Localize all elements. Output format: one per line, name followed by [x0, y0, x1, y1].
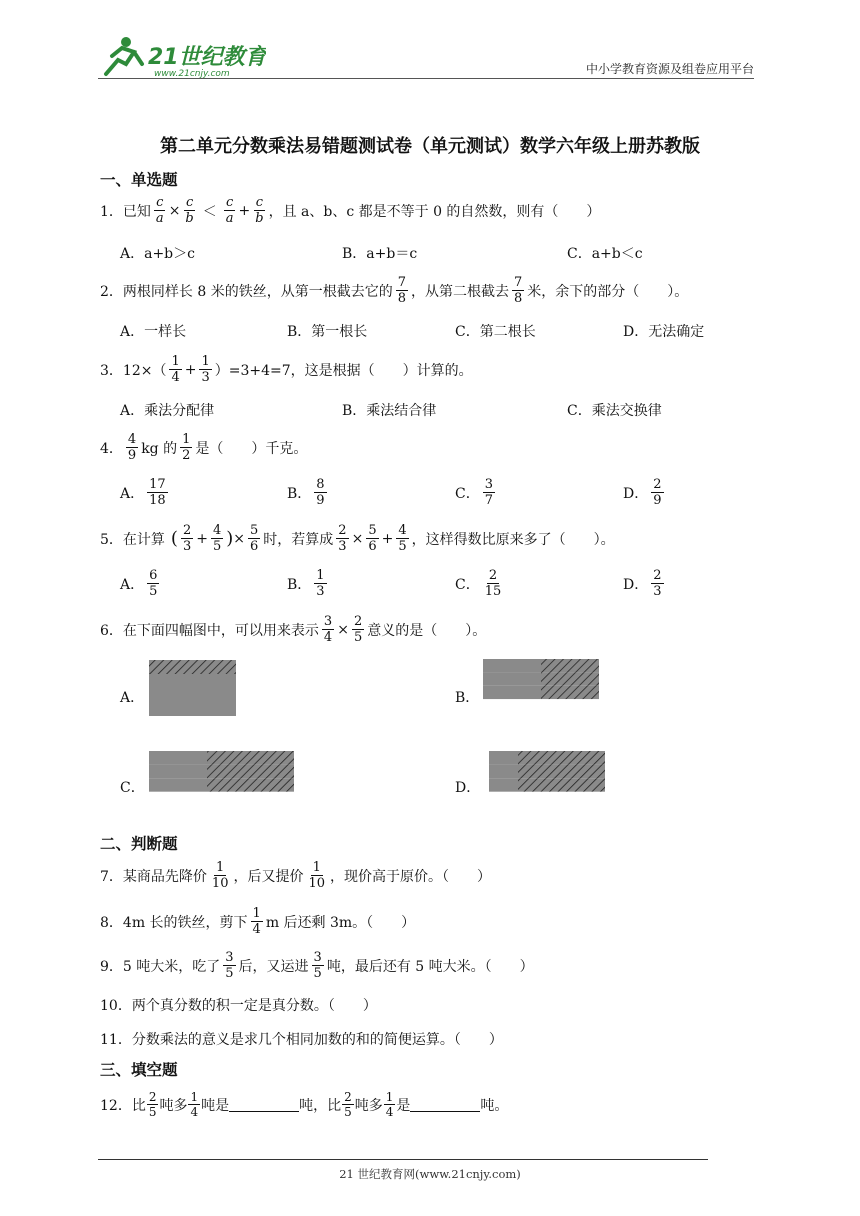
grid-cell — [207, 674, 236, 688]
fraction: $\frac{3}{4}$ — [323, 614, 333, 645]
footer-text: 21 世纪教育网(www.21cnjy.com) — [339, 1167, 521, 1181]
grid-option-d[interactable] — [489, 751, 605, 819]
grid-cell — [236, 688, 265, 702]
runner-logo-icon — [96, 34, 266, 80]
q4-option-c[interactable]: C． $\frac{3}{7}$ — [455, 477, 493, 508]
q4-option-a[interactable]: A． $\frac{17}{18}$ — [120, 477, 166, 508]
grid-cell — [236, 674, 265, 688]
q3-option-b[interactable]: B．乘法结合律 — [342, 403, 437, 419]
fraction: $\frac{c}{a}$ — [155, 195, 164, 226]
fraction: $\frac{1}{4}$ — [171, 354, 180, 385]
q2-option-b[interactable]: B．第一根长 — [287, 324, 368, 340]
fraction: $\frac{7}{8}$ — [514, 275, 523, 306]
grid-cell — [512, 659, 541, 672]
q2-option-a[interactable]: A．一样长 — [120, 324, 187, 340]
grid-cell — [149, 778, 178, 792]
fraction: $\frac{1}{2}$ — [182, 432, 191, 463]
question-1: 1．已知 $\frac{c}{a}$ × $\frac{c}{b}$ ＜ $\frac{c}{a}$ + $\frac{c}{b}$ ，且 a、b、c 都是不等于 0 的自然数，则有（ ） — [100, 195, 601, 226]
grid-cell — [483, 659, 512, 672]
grid-cell — [236, 765, 265, 779]
fraction: $\frac{4}{5}$ — [398, 523, 407, 554]
question-3: 3．12×（ $\frac{1}{4}$ + $\frac{1}{3}$ ）=3+4=7，这是根据（ ）计算的。 — [100, 354, 473, 385]
fraction: $\frac{1}{3}$ — [201, 354, 210, 385]
grid-cell — [518, 751, 547, 765]
grid-cell — [483, 686, 512, 699]
question-9: 9．5 吨大米，吃了 $\frac{3}{5}$ 后，又运进 $\frac{3}{5}$ 吨，最后还有 5 吨大米。（ ） — [100, 950, 534, 981]
grid-cell — [547, 751, 576, 765]
grid-cell — [149, 702, 178, 716]
question-11: 11．分数乘法的意义是求几个相同加数的和的简便运算。（ ） — [100, 1032, 503, 1048]
section-heading-fill-in: 三、填空题 — [100, 1061, 178, 1079]
answer-blank-2[interactable] — [410, 1097, 480, 1112]
q5-option-c[interactable]: C． $\frac{2}{15}$ — [455, 568, 502, 599]
grid-cell — [576, 765, 605, 779]
grid-cell — [518, 792, 547, 806]
grid-cell — [236, 702, 265, 716]
q5-option-b[interactable]: B． $\frac{1}{3}$ — [287, 568, 325, 599]
grid-cell — [518, 765, 547, 779]
grid-cell — [178, 702, 207, 716]
q6-option-a[interactable]: A． — [120, 690, 145, 706]
q1-option-b[interactable]: B．a+b＝c — [342, 246, 418, 262]
grid-cell — [236, 778, 265, 792]
grid-option-c[interactable] — [149, 751, 294, 819]
grid-cell — [570, 672, 599, 685]
grid-cell — [149, 765, 178, 779]
svg-text:21世纪教育: 21世纪教育 — [148, 45, 266, 70]
grid-cell — [489, 805, 518, 819]
q4-option-d[interactable]: D． $\frac{2}{9}$ — [623, 477, 662, 508]
question-2: 2．两根同样长 8 米的铁丝，从第一根截去它的 $\frac{7}{8}$ ，从第二根截去 $\frac{7}{8}$ 米，余下的部分（ ）。 — [100, 275, 689, 306]
grid-cell — [576, 805, 605, 819]
grid-option-a[interactable] — [149, 660, 265, 730]
fraction: $\frac{2}{5}$ — [353, 614, 363, 645]
grid-cell — [149, 805, 178, 819]
page-title: 第二单元分数乘法易错题测试卷（单元测试）数学六年级上册苏教版 — [160, 136, 700, 157]
q6-option-b[interactable]: B． — [455, 690, 480, 706]
grid-cell — [149, 792, 178, 806]
grid-cell — [178, 660, 207, 674]
grid-cell — [207, 805, 236, 819]
q3-option-a[interactable]: A．乘法分配律 — [120, 403, 215, 419]
grid-cell — [265, 792, 294, 806]
q2-option-d[interactable]: D．无法确定 — [623, 324, 705, 340]
footer-divider — [98, 1159, 708, 1160]
grid-cell — [541, 659, 570, 672]
grid-cell — [178, 751, 207, 765]
grid-cell — [207, 660, 236, 674]
question-7: 7．某商品先降价 $\frac{1}{10}$ ，后又提价 $\frac{1}{10}$ ，现价高于原价。（ ） — [100, 860, 492, 891]
grid-cell — [547, 792, 576, 806]
grid-cell — [512, 686, 541, 699]
grid-cell — [207, 765, 236, 779]
fraction: $\frac{c}{a}$ — [225, 195, 234, 226]
q6-option-d[interactable]: D． — [455, 780, 481, 796]
fraction: $\frac{c}{b}$ — [255, 195, 264, 226]
grid-cell — [541, 699, 570, 712]
grid-cell — [236, 792, 265, 806]
header-divider — [98, 78, 754, 79]
grid-cell — [178, 716, 207, 730]
q1-option-c[interactable]: C．a+b＜c — [567, 246, 643, 262]
grid-cell — [178, 792, 207, 806]
grid-cell — [512, 672, 541, 685]
q4-option-b[interactable]: B． $\frac{8}{9}$ — [287, 477, 325, 508]
grid-cell — [489, 765, 518, 779]
grid-cell — [149, 688, 178, 702]
fraction: $\frac{5}{6}$ — [368, 523, 377, 554]
fraction: $\frac{2}{3}$ — [338, 523, 347, 554]
fraction: $\frac{c}{b}$ — [185, 195, 194, 226]
grid-cell — [265, 805, 294, 819]
q2-option-c[interactable]: C．第二根长 — [455, 324, 536, 340]
grid-cell — [207, 688, 236, 702]
grid-cell — [576, 778, 605, 792]
fraction: $\frac{4}{9}$ — [127, 432, 137, 463]
grid-cell — [489, 751, 518, 765]
grid-cell — [576, 751, 605, 765]
grid-cell — [265, 778, 294, 792]
grid-cell — [149, 660, 178, 674]
grid-cell — [178, 805, 207, 819]
grid-cell — [518, 805, 547, 819]
grid-cell — [483, 699, 512, 712]
grid-cell — [265, 751, 294, 765]
grid-cell — [236, 751, 265, 765]
q1-option-a[interactable]: A．a+b＞c — [120, 246, 195, 262]
grid-cell — [512, 713, 541, 726]
grid-cell — [178, 778, 207, 792]
grid-cell — [149, 751, 178, 765]
grid-cell — [541, 672, 570, 685]
grid-cell — [547, 778, 576, 792]
section-heading-true-false: 二、判断题 — [100, 835, 178, 853]
grid-cell — [236, 716, 265, 730]
q3-option-c[interactable]: C．乘法交换律 — [567, 403, 662, 419]
grid-cell — [547, 805, 576, 819]
question-8: 8．4m 长的铁丝，剪下 $\frac{1}{4}$ m 后还剩 3m。（ ） — [100, 906, 416, 937]
grid-cell — [207, 702, 236, 716]
grid-cell — [483, 672, 512, 685]
grid-cell — [207, 792, 236, 806]
tagline: 中小学教育资源及组卷应用平台 — [585, 62, 754, 76]
grid-cell — [518, 778, 547, 792]
grid-cell — [576, 792, 605, 806]
question-10: 10．两个真分数的积一定是真分数。（ ） — [100, 998, 377, 1014]
fraction: $\frac{5}{6}$ — [250, 523, 259, 554]
grid-cell — [149, 674, 178, 688]
fraction: $\frac{2}{3}$ — [182, 523, 192, 554]
question-6: 6．在下面四幅图中，可以用来表示 $\frac{3}{4}$ × $\frac{2}{5}$ 意义的是（ ）。 — [100, 614, 487, 645]
grid-cell — [207, 716, 236, 730]
grid-cell — [570, 699, 599, 712]
grid-cell — [236, 660, 265, 674]
question-5: 5．在计算 ( $\frac{2}{3}$ + $\frac{4}{5}$ ) × $\frac{5}{6}$ 时，若算成 $\frac{2}{3}$ × $\frac{5}{6}$ + $\frac{4}{5}$ ，这样得数比原来多了（ ）。 — [100, 523, 615, 554]
question-4: 4． $\frac{4}{9}$ kg 的 $\frac{1}{2}$ 是（ ）千克。 — [100, 432, 308, 463]
fraction: $\frac{4}{5}$ — [212, 523, 222, 554]
fraction: $\frac{7}{8}$ — [397, 275, 406, 306]
grid-cell — [512, 699, 541, 712]
grid-cell — [149, 716, 178, 730]
grid-cell — [541, 713, 570, 726]
grid-cell — [547, 765, 576, 779]
grid-cell — [489, 778, 518, 792]
grid-cell — [570, 686, 599, 699]
question-12: 12．比 $\frac{2}{5}$ 吨多 $\frac{1}{4}$ 吨是 吨，比 $\frac{2}{5}$ 吨多 $\frac{1}{4}$ 是 吨。 — [100, 1090, 509, 1119]
grid-cell — [178, 674, 207, 688]
q1-number: 1．已知 — [100, 203, 151, 220]
grid-cell — [570, 659, 599, 672]
grid-cell — [178, 688, 207, 702]
grid-cell — [570, 713, 599, 726]
grid-cell — [236, 805, 265, 819]
grid-cell — [483, 713, 512, 726]
grid-cell — [265, 765, 294, 779]
site-logo — [96, 34, 266, 80]
q5-option-a[interactable]: A． $\frac{6}{5}$ — [120, 568, 158, 599]
grid-cell — [489, 792, 518, 806]
answer-blank-1[interactable] — [229, 1097, 299, 1112]
grid-cell — [207, 751, 236, 765]
grid-cell — [207, 778, 236, 792]
q5-option-d[interactable]: D． $\frac{2}{3}$ — [623, 568, 662, 599]
section-heading-single-choice: 一、单选题 — [100, 171, 178, 189]
grid-cell — [541, 686, 570, 699]
q6-option-c[interactable]: C． — [120, 780, 145, 796]
svg-text:www.21cnjy.com: www.21cnjy.com — [154, 69, 230, 79]
grid-cell — [178, 765, 207, 779]
grid-option-b[interactable] — [483, 659, 599, 726]
